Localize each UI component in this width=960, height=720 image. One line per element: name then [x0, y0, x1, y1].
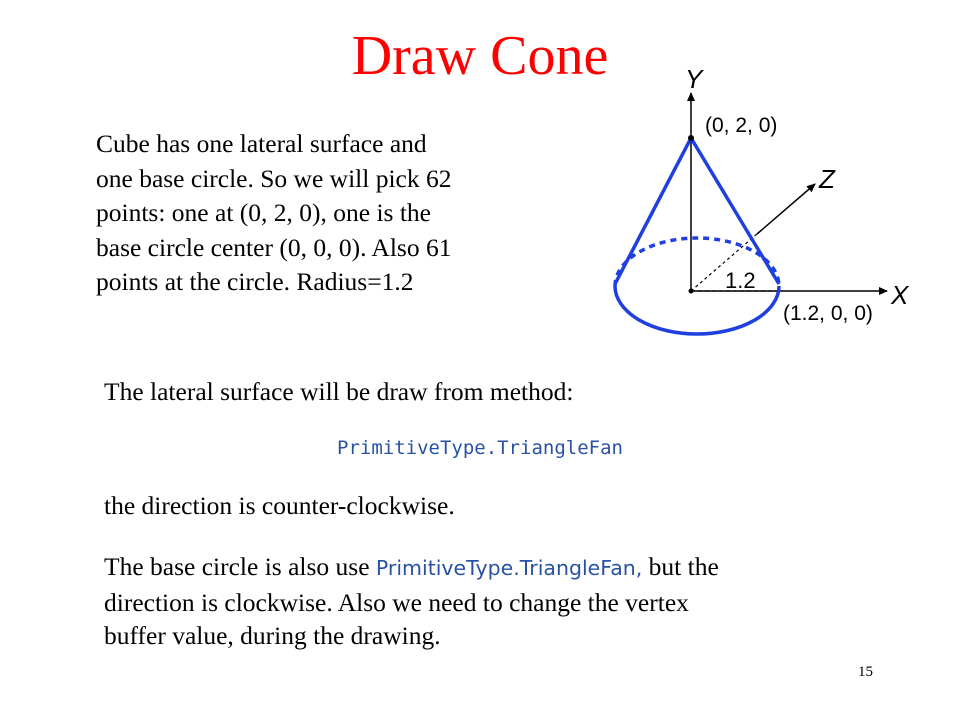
base-line-1-code: PrimitiveType.TriangleFan, [375, 556, 643, 580]
primitive-code: PrimitiveType.TriangleFan [337, 437, 623, 459]
z-axis-line [757, 184, 815, 234]
rim-point-label: (1.2, 0, 0) [783, 302, 873, 325]
intro-line: Cube has one lateral surface and [96, 129, 427, 158]
base-line-1-suffix: but the [642, 552, 719, 581]
base-line-3: buffer value, during the drawing. [104, 621, 441, 650]
lateral-text: The lateral surface will be draw from method: [104, 377, 574, 406]
base-paragraph [104, 550, 924, 653]
apex-label: (0, 2, 0) [705, 114, 778, 137]
intro-line: points at the circle. Radius=1.2 [96, 267, 414, 296]
cone-side-right [691, 138, 779, 284]
base-line-1 [104, 550, 924, 586]
x-axis-label: X [891, 280, 909, 310]
intro-line: one base circle. So we will pick 62 [96, 163, 452, 193]
cone-side-left [615, 138, 691, 284]
cone-diagram [605, 58, 930, 348]
base-circle-front [615, 286, 779, 334]
slide-title: Draw Cone [351, 25, 609, 87]
intro-line: base circle center (0, 0, 0). Also 61 [96, 232, 452, 262]
page-number: 15 [858, 664, 873, 680]
base-line-2: direction is clockwise. Also we need to change the vertex [104, 587, 689, 617]
z-axis-label: Z [819, 164, 835, 194]
y-axis-label: Y [685, 64, 703, 94]
origin-point [689, 289, 694, 294]
base-line-1-prefix: The base circle is also use [104, 552, 376, 581]
apex-point [688, 135, 694, 141]
radius-label: 1.2 [725, 268, 756, 293]
intro-line: points: one at (0, 2, 0), one is the [96, 198, 431, 227]
intro-paragraph [96, 127, 556, 300]
direction-text: the direction is counter-clockwise. [104, 491, 455, 520]
